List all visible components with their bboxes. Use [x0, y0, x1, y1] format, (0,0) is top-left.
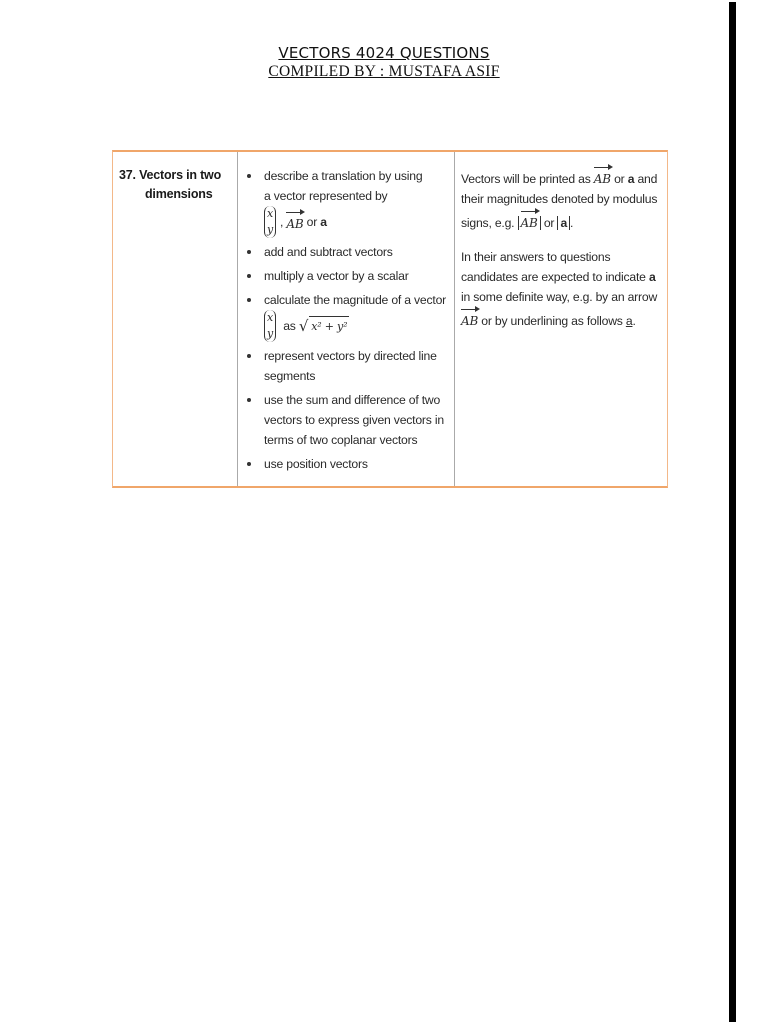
notes-text: or by underlining as follows — [481, 314, 623, 328]
vector-a: a — [627, 172, 635, 186]
page-header — [0, 44, 768, 81]
content-column — [238, 152, 455, 486]
list-item: use position vectors — [238, 454, 454, 474]
bullet-text: describe a translation by using — [264, 169, 423, 183]
bullet-text: calculate the magnitude of a vector — [264, 293, 447, 307]
sqrt-icon: √ — [298, 317, 309, 335]
list-item: represent vectors by directed line segments — [238, 346, 454, 386]
notes-text: and their magnitudes denoted by modulus signs, e.g. — [461, 172, 658, 230]
topic-title-line1: Vectors in two — [139, 168, 222, 182]
as-text: as — [283, 319, 296, 333]
list-item: use the sum and difference of two vectors to express given vectors in terms of two coplanar vectors — [238, 390, 454, 450]
vector-notation: x y , AB or a — [264, 206, 327, 238]
vector-x: x — [267, 311, 274, 324]
modulus-ab — [518, 216, 541, 230]
topic-number: 37. — [119, 168, 136, 182]
column-vector — [264, 310, 276, 342]
content-bullet-list — [238, 166, 454, 474]
topic-title-line2: dimensions — [145, 187, 213, 201]
list-item: multiply a vector by a scalar — [238, 266, 454, 286]
vector-ab: AB — [286, 210, 303, 234]
magnitude-notation — [264, 310, 349, 342]
notes-text: in some definite way, e.g. by an arrow — [461, 290, 658, 304]
list-item: add and subtract vectors — [238, 242, 454, 262]
list-item — [238, 166, 454, 238]
notes-text: Vectors will be printed as — [461, 172, 591, 186]
page-subtitle: COMPILED BY : MUSTAFA ASIF — [268, 63, 500, 80]
notes-text: or — [614, 172, 625, 186]
underlined-a: a — [625, 314, 633, 328]
notes-text: In their answers to questions candidates are expected to indicate — [461, 250, 646, 284]
notes-paragraph — [461, 165, 661, 233]
notes-column — [455, 152, 667, 486]
vector-ab: AB — [594, 165, 611, 189]
page-border-rule — [729, 2, 736, 1022]
vector-y: y — [267, 223, 274, 236]
notes-text: . — [632, 314, 636, 328]
bullet-text: a vector represented by — [264, 189, 388, 203]
vector-a: a — [320, 215, 327, 229]
syllabus-table — [112, 150, 668, 488]
notes-text: or — [543, 216, 555, 230]
vector-y: y — [267, 327, 274, 340]
sqrt-expression: x² + y² — [309, 316, 349, 337]
topic-column — [113, 152, 238, 486]
page-title: VECTORS 4024 QUESTIONS — [278, 44, 490, 62]
or-text: or — [306, 215, 318, 229]
modulus-a: a — [557, 216, 570, 230]
column-vector — [264, 206, 276, 238]
notes-text: . — [570, 216, 574, 230]
notes-paragraph — [461, 247, 661, 331]
vector-ab: AB — [521, 209, 538, 233]
vector-a: a — [648, 270, 656, 284]
list-item — [238, 290, 454, 342]
vector-ab: AB — [461, 307, 478, 331]
vector-x: x — [267, 207, 274, 220]
